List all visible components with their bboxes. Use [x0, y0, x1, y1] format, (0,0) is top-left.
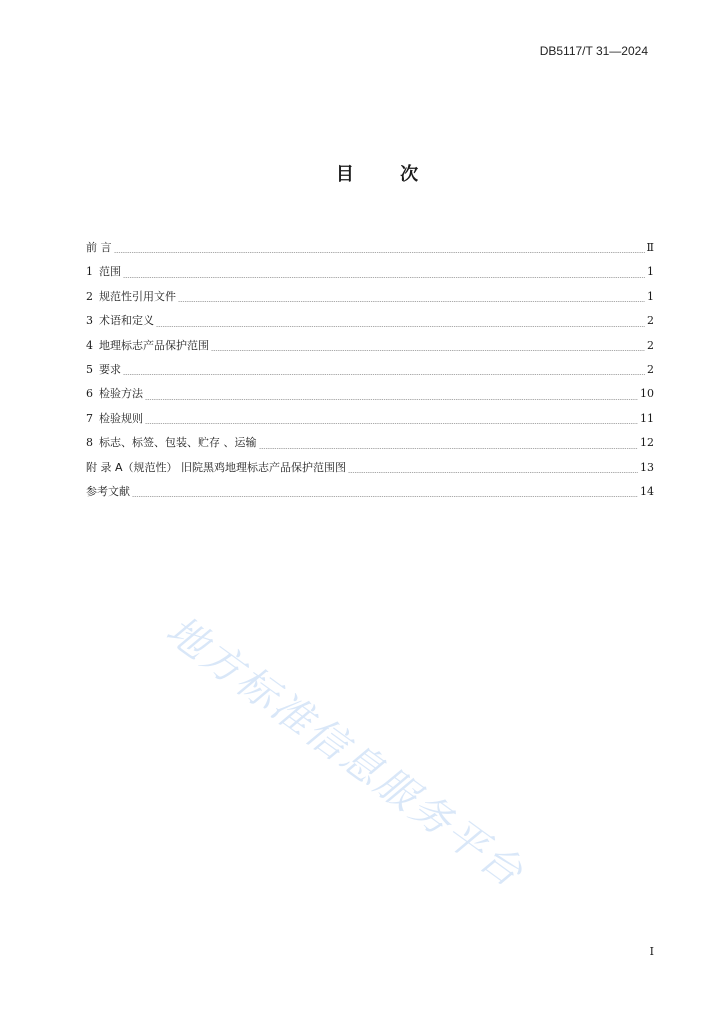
toc-entry-number: 6	[86, 387, 93, 401]
toc-entry-inspection-rules[interactable]	[86, 407, 654, 431]
toc-entry-protection-range[interactable]	[86, 334, 654, 358]
toc-entry-label: 范围	[99, 265, 121, 279]
page-number: I	[649, 945, 654, 958]
toc-entry-marking-packaging[interactable]	[86, 431, 654, 455]
dot-leader	[114, 252, 645, 253]
table-of-contents	[86, 236, 654, 504]
toc-entry-label: 规范性引用文件	[99, 289, 176, 303]
toc-entry-label: 附 录 A（规范性） 旧院黑鸡地理标志产品保护范围图	[86, 460, 347, 474]
toc-entry-normative-references[interactable]	[86, 285, 654, 309]
toc-entry-test-methods[interactable]	[86, 382, 654, 406]
dot-leader	[123, 277, 645, 278]
dot-leader	[178, 301, 645, 302]
toc-entry-number: 2	[86, 289, 93, 303]
toc-entry-label: 检验方法	[99, 387, 143, 401]
toc-entry-bibliography[interactable]	[86, 480, 654, 504]
toc-entry-label: 参考文献	[86, 484, 130, 498]
toc-entry-number: 4	[86, 338, 93, 352]
dot-leader	[145, 423, 638, 424]
toc-entry-number: 7	[86, 411, 93, 425]
toc-entry-page: 11	[640, 411, 654, 425]
toc-entry-appendix-a[interactable]	[86, 456, 654, 480]
toc-entry-number: 3	[86, 314, 93, 328]
page-title: 目 次	[335, 164, 439, 185]
toc-entry-page: 2	[647, 338, 654, 352]
toc-entry-terms[interactable]	[86, 309, 654, 333]
dot-leader	[211, 350, 645, 351]
toc-entry-label: 术语和定义	[99, 314, 154, 328]
toc-entry-label: 标志、标签、包装、贮存 、运输	[99, 436, 257, 450]
dot-leader	[156, 326, 645, 327]
dot-leader	[145, 399, 638, 400]
toc-entry-number: 1	[86, 265, 93, 279]
toc-entry-page: 10	[640, 387, 654, 401]
toc-entry-number: 5	[86, 362, 93, 376]
toc-entry-label: 地理标志产品保护范围	[99, 338, 209, 352]
toc-entry-page: 1	[647, 289, 654, 303]
dot-leader	[132, 496, 638, 497]
dot-leader	[259, 448, 639, 449]
document-code: DB5117/T 31—2024	[539, 44, 648, 58]
toc-entry-page: 2	[647, 314, 654, 328]
dot-leader	[348, 472, 638, 473]
dot-leader	[123, 374, 645, 375]
toc-entry-page: 13	[640, 460, 654, 474]
toc-entry-label: 要求	[99, 362, 121, 376]
toc-entry-page: 14	[640, 484, 654, 498]
toc-entry-page: Ⅱ	[646, 240, 654, 254]
toc-entry-page: 1	[647, 265, 654, 279]
watermark: 地方标准信息服务平台	[157, 607, 533, 898]
toc-entry-scope[interactable]	[86, 260, 654, 284]
toc-entry-page: 2	[647, 362, 654, 376]
toc-entry-number: 8	[86, 436, 93, 450]
toc-entry-label: 检验规则	[99, 411, 143, 425]
toc-entry-label: 前 言	[86, 240, 112, 254]
toc-entry-requirements[interactable]	[86, 358, 654, 382]
toc-entry-page: 12	[640, 436, 654, 450]
toc-entry-foreword[interactable]	[86, 236, 654, 260]
